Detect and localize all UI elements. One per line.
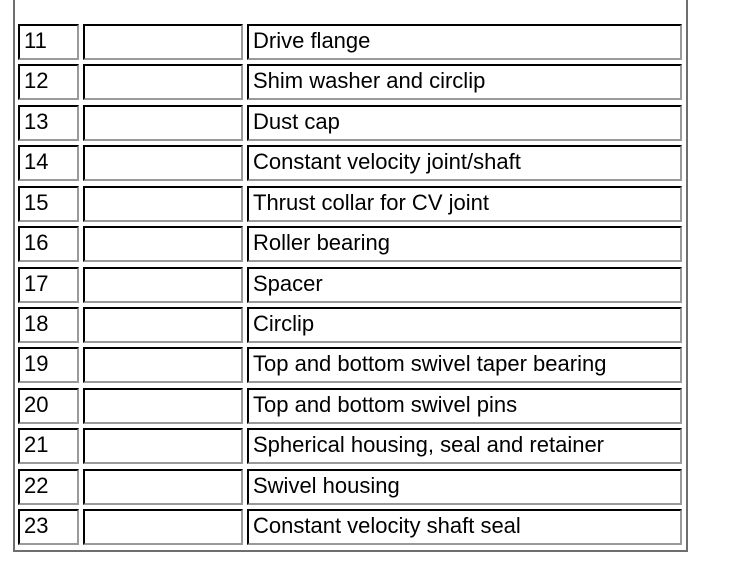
item-number: 23 (18, 509, 79, 545)
item-description: Swivel housing (247, 469, 682, 505)
item-code (83, 428, 243, 464)
item-description: Shim washer and circlip (247, 64, 682, 100)
item-number: 15 (18, 186, 79, 222)
item-code (83, 145, 243, 181)
table-row (18, 186, 684, 222)
item-number: 17 (18, 267, 79, 303)
item-description: Constant velocity joint/shaft (247, 145, 682, 181)
item-code (83, 267, 243, 303)
table-row (18, 388, 684, 424)
item-description: Roller bearing (247, 226, 682, 262)
item-description: Drive flange (247, 24, 682, 60)
item-number: 20 (18, 388, 79, 424)
item-number: 16 (18, 226, 79, 262)
item-description: Constant velocity shaft seal (247, 509, 682, 545)
item-description: Top and bottom swivel taper bearing (247, 347, 682, 383)
table-row (18, 64, 684, 100)
item-code (83, 64, 243, 100)
item-description: Spherical housing, seal and retainer (247, 428, 682, 464)
item-code (83, 186, 243, 222)
item-code (83, 24, 243, 60)
item-description: Circlip (247, 307, 682, 343)
item-description: Spacer (247, 267, 682, 303)
item-code (83, 105, 243, 141)
item-code (83, 509, 243, 545)
item-number: 18 (18, 307, 79, 343)
item-number: 21 (18, 428, 79, 464)
item-code (83, 469, 243, 505)
table-row (18, 428, 684, 464)
item-description: Dust cap (247, 105, 682, 141)
item-code (83, 226, 243, 262)
table-row (18, 307, 684, 343)
item-number: 12 (18, 64, 79, 100)
item-description: Thrust collar for CV joint (247, 186, 682, 222)
item-code (83, 388, 243, 424)
table-row (18, 24, 684, 60)
item-number: 14 (18, 145, 79, 181)
table-row (18, 469, 684, 505)
item-number: 22 (18, 469, 79, 505)
table-row (18, 145, 684, 181)
table-row (18, 509, 684, 545)
item-description: Top and bottom swivel pins (247, 388, 682, 424)
table-row (18, 226, 684, 262)
item-code (83, 307, 243, 343)
table-row (18, 105, 684, 141)
table-row (18, 347, 684, 383)
item-number: 11 (18, 24, 79, 60)
item-code (83, 347, 243, 383)
table-row (18, 267, 684, 303)
item-number: 19 (18, 347, 79, 383)
item-number: 13 (18, 105, 79, 141)
